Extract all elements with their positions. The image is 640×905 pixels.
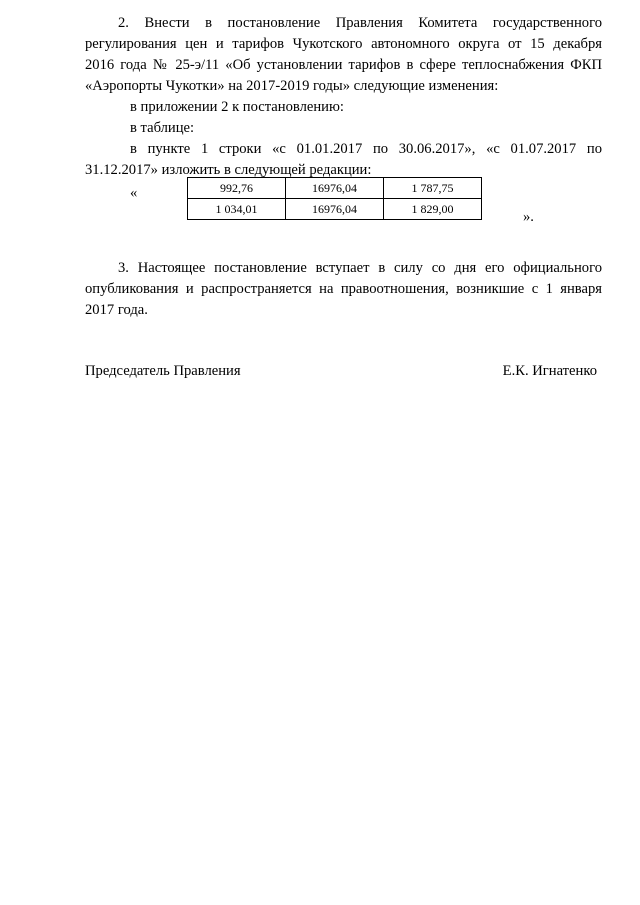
table-cell: 992,76 xyxy=(188,178,286,199)
paragraph-2-line-3: 2016 года № 25-э/11 «Об установлении тарифов в сфере теплоснабжения ФКП xyxy=(85,57,602,73)
table-row xyxy=(188,199,482,220)
paragraph-2-line-4: «Аэропорты Чукотки» на 2017-2019 годы» следующие изменения: xyxy=(85,78,499,94)
paragraph-3-line-2: опубликования и распространяется на правоотношения, возникшие с 1 января xyxy=(85,281,602,297)
paragraph-3-line-1: 3. Настоящее постановление вступает в силу со дня его официального xyxy=(118,260,602,276)
table-cell: 1 034,01 xyxy=(188,199,286,220)
table-cell: 1 787,75 xyxy=(384,178,482,199)
table-row xyxy=(188,178,482,199)
table-cell: 16976,04 xyxy=(286,178,384,199)
paragraph-2-line-1: 2. Внести в постановление Правления Комитета государственного xyxy=(118,15,602,31)
signature-name: Е.К. Игнатенко xyxy=(502,363,597,379)
paragraph-2-line-2: регулирования цен и тарифов Чукотского автономного округа от 15 декабря xyxy=(85,36,602,52)
tariff-table xyxy=(187,177,482,220)
table-cell: 16976,04 xyxy=(286,199,384,220)
sub-item-table: в таблице: xyxy=(130,120,195,136)
sub-item-point-line-2: 31.12.2017» изложить в следующей редакции: xyxy=(85,162,372,178)
table-close-quote: ». xyxy=(523,209,534,225)
sub-item-point-line-1: в пункте 1 строки «с 01.01.2017 по 30.06.2017», «с 01.07.2017 по xyxy=(130,141,602,157)
table-cell: 1 829,00 xyxy=(384,199,482,220)
table-open-quote: « xyxy=(130,185,138,201)
paragraph-3-line-3: 2017 года. xyxy=(85,302,148,318)
sub-item-appendix: в приложении 2 к постановлению: xyxy=(130,99,344,115)
signature-title: Председатель Правления xyxy=(85,363,241,379)
